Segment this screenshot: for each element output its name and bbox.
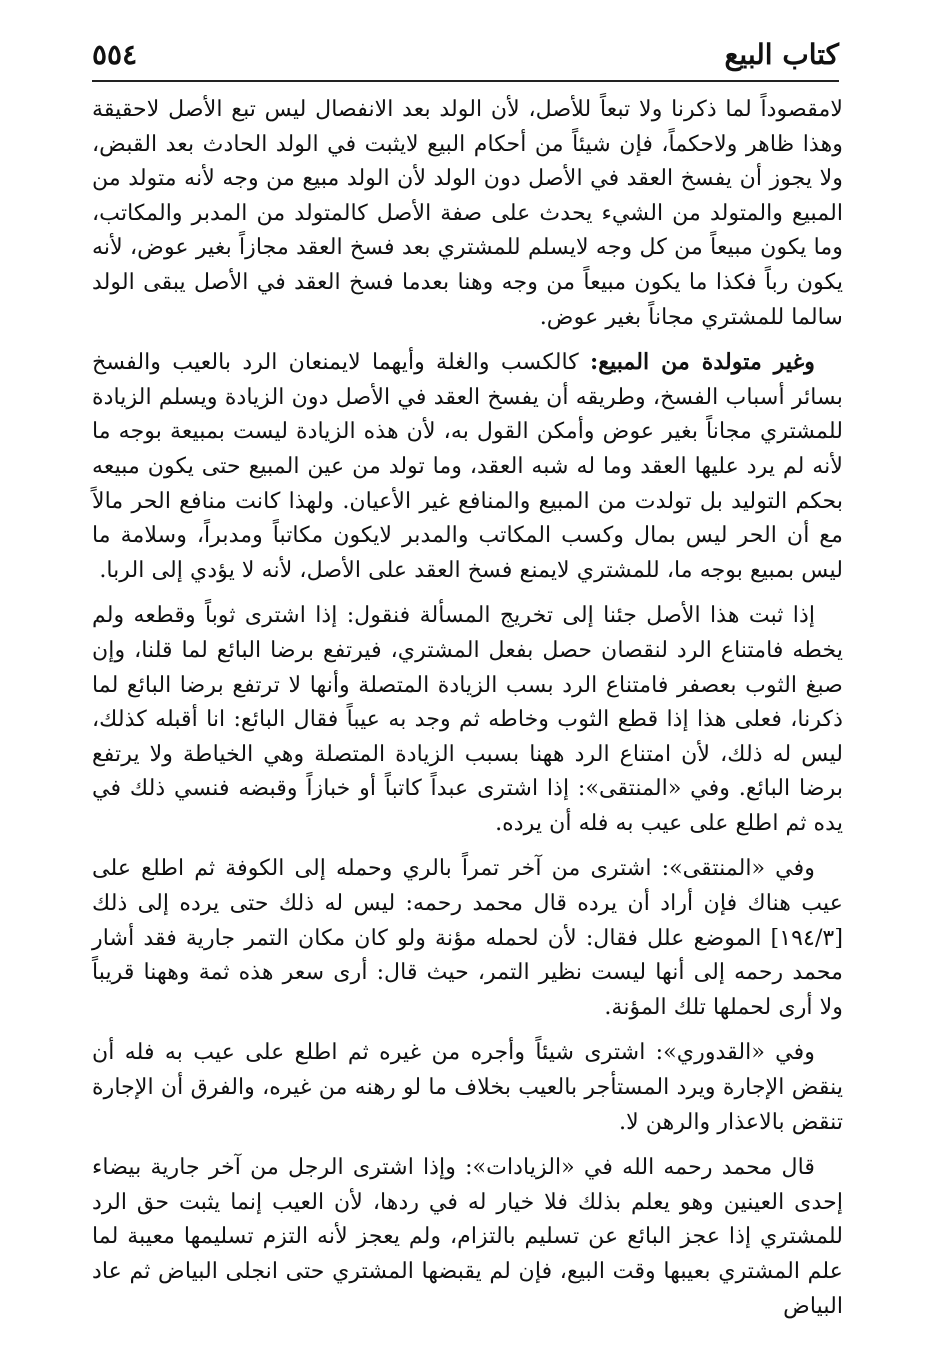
paragraph: [92, 598, 843, 840]
page-number: ٥٥٤: [92, 37, 138, 71]
paragraph-text: قال محمد رحمه الله في «الزيادات»: وإذا اشترى الرجل من آخر جارية بيضاء إحدى العينين وهو يعلم بذلك فلا خيار له في ردها، لأن العيب إنما يثبت حق الرد للمشتري إذا عجز البائع عن تسليم بالتزام، ولم يعجز لأنه التزم تسليمها معيبة لما علم المشتري بعيبها وقت البيع، فإن لم يقبضها المشتري حتى انجلى البياض ثم عاد البياض: [92, 1154, 843, 1319]
paragraph-text: إذا ثبت هذا الأصل جئنا إلى تخريج المسألة فنقول: إذا اشترى ثوباً وقطعه ولم يخطه فامتناع الرد لنقصان حصل بفعل المشتري، فيرتفع برضا البائع لما قلنا، وإن صبغ الثوب بعصفر فامتناع الرد بسب الزيادة المتصلة وأنها لا ترتفع برضا البائع لما ذكرنا، فعلى هذا إذا قطع الثوب وخاطه ثم وجد به عيباً فقال البائع: انا أقبله كذلك، ليس له ذلك، لأن امتناع الرد ههنا بسبب الزيادة المتصلة وهي الخياطة ولا يرتفع برضا البائع. وفي «المنتقى»: إذا اشترى عبداً كاتباً أو خبازاً وقبضه فنسي ذلك في يده ثم اطلع على عيب به فله أن يرده.: [92, 602, 843, 836]
paragraph: [92, 1035, 843, 1139]
paragraph-text: لامقصوداً لما ذكرنا ولا تبعاً للأصل، لأن الولد بعد الانفصال ليس تبع الأصل لاحقيقة وهذا ظاهر ولاحكماً، فإن شيئاً من أحكام البيع لايثبت في الولد الحادث بعد القبض، ولا يجوز أن يفسخ العقد في الأصل دون الولد لأن الولد مبيع من وجه لأنه متولد من المبيع والمتولد من الشيء يحدث على صفة الأصل كالمتولد من المدبر والمكاتب، وما يكون مبيعاً من كل وجه لايسلم للمشتري بعد فسخ العقد مجازاً بغير عوض، لأنه يكون رباً فكذا ما يكون مبيعاً من وجه وهنا بعدما فسخ العقد في الأصل يبقى الولد سالما للمشتري مجاناً بغير عوض.: [92, 96, 843, 330]
paragraph: [92, 345, 843, 587]
paragraph-text: وفي «القدوري»: اشترى شيئاً وأجره من غيره ثم اطلع على عيب به فله أن ينقض الإجارة ويرد المستأجر بالعيب بخلاف ما لو رهنه من غيره، والفرق أن الإجارة تنقض بالاعذار والرهن لا.: [92, 1039, 843, 1135]
page-body: [92, 92, 843, 1334]
paragraph-lead: وغير متولدة من المبيع:: [590, 349, 815, 376]
paragraph: [92, 851, 843, 1024]
page-header: [92, 28, 839, 82]
paragraph-text: وفي «المنتقى»: اشترى من آخر تمراً بالري وحمله إلى الكوفة ثم اطلع على عيب هناك فإن أراد أن يرده قال محمد رحمه: ليس له ذلك حتى يرده إلى ذلك [١٩٤/٣] الموضع علل فقال: لأن لحمله مؤنة ولو كان مكان التمر جارية فقد أشار محمد رحمه إلى أنها ليست نظير التمر، حيث قال: أرى سعر هذه ثمة وههنا قريباً ولا أرى لحملها تلك المؤنة.: [92, 855, 843, 1020]
paragraph-text: كالكسب والغلة وأيهما لايمنعان الرد بالعيب والفسخ بسائر أسباب الفسخ، وطريقه أن يفسخ العقد في الأصل دون الزيادة ويسلم الزيادة للمشتري مجاناً بغير عوض وأمكن القول به، لأن هذه الزيادة ليست بمبيعة بوجه ما لأنه لم يرد عليها العقد وما له شبه العقد، وما تولد من عين المبيع حتى يكون مبيعه بحكم التوليد بل تولدت من المبيع والمنافع غير الأعيان. ولهذا كانت منافع الحر مالاً مع أن الحر ليس بمال وكسب المكاتب والمدبر لايكون مكاتباً ومدبراً، وسلامة ما ليس بمبيع بوجه ما، للمشتري لايمنع فسخ العقد على الأصل، لأنه لا يؤدي إلى الربا.: [92, 349, 843, 583]
paragraph: [92, 1150, 843, 1323]
running-title: كتاب البيع: [724, 37, 839, 71]
paragraph: [92, 92, 843, 334]
